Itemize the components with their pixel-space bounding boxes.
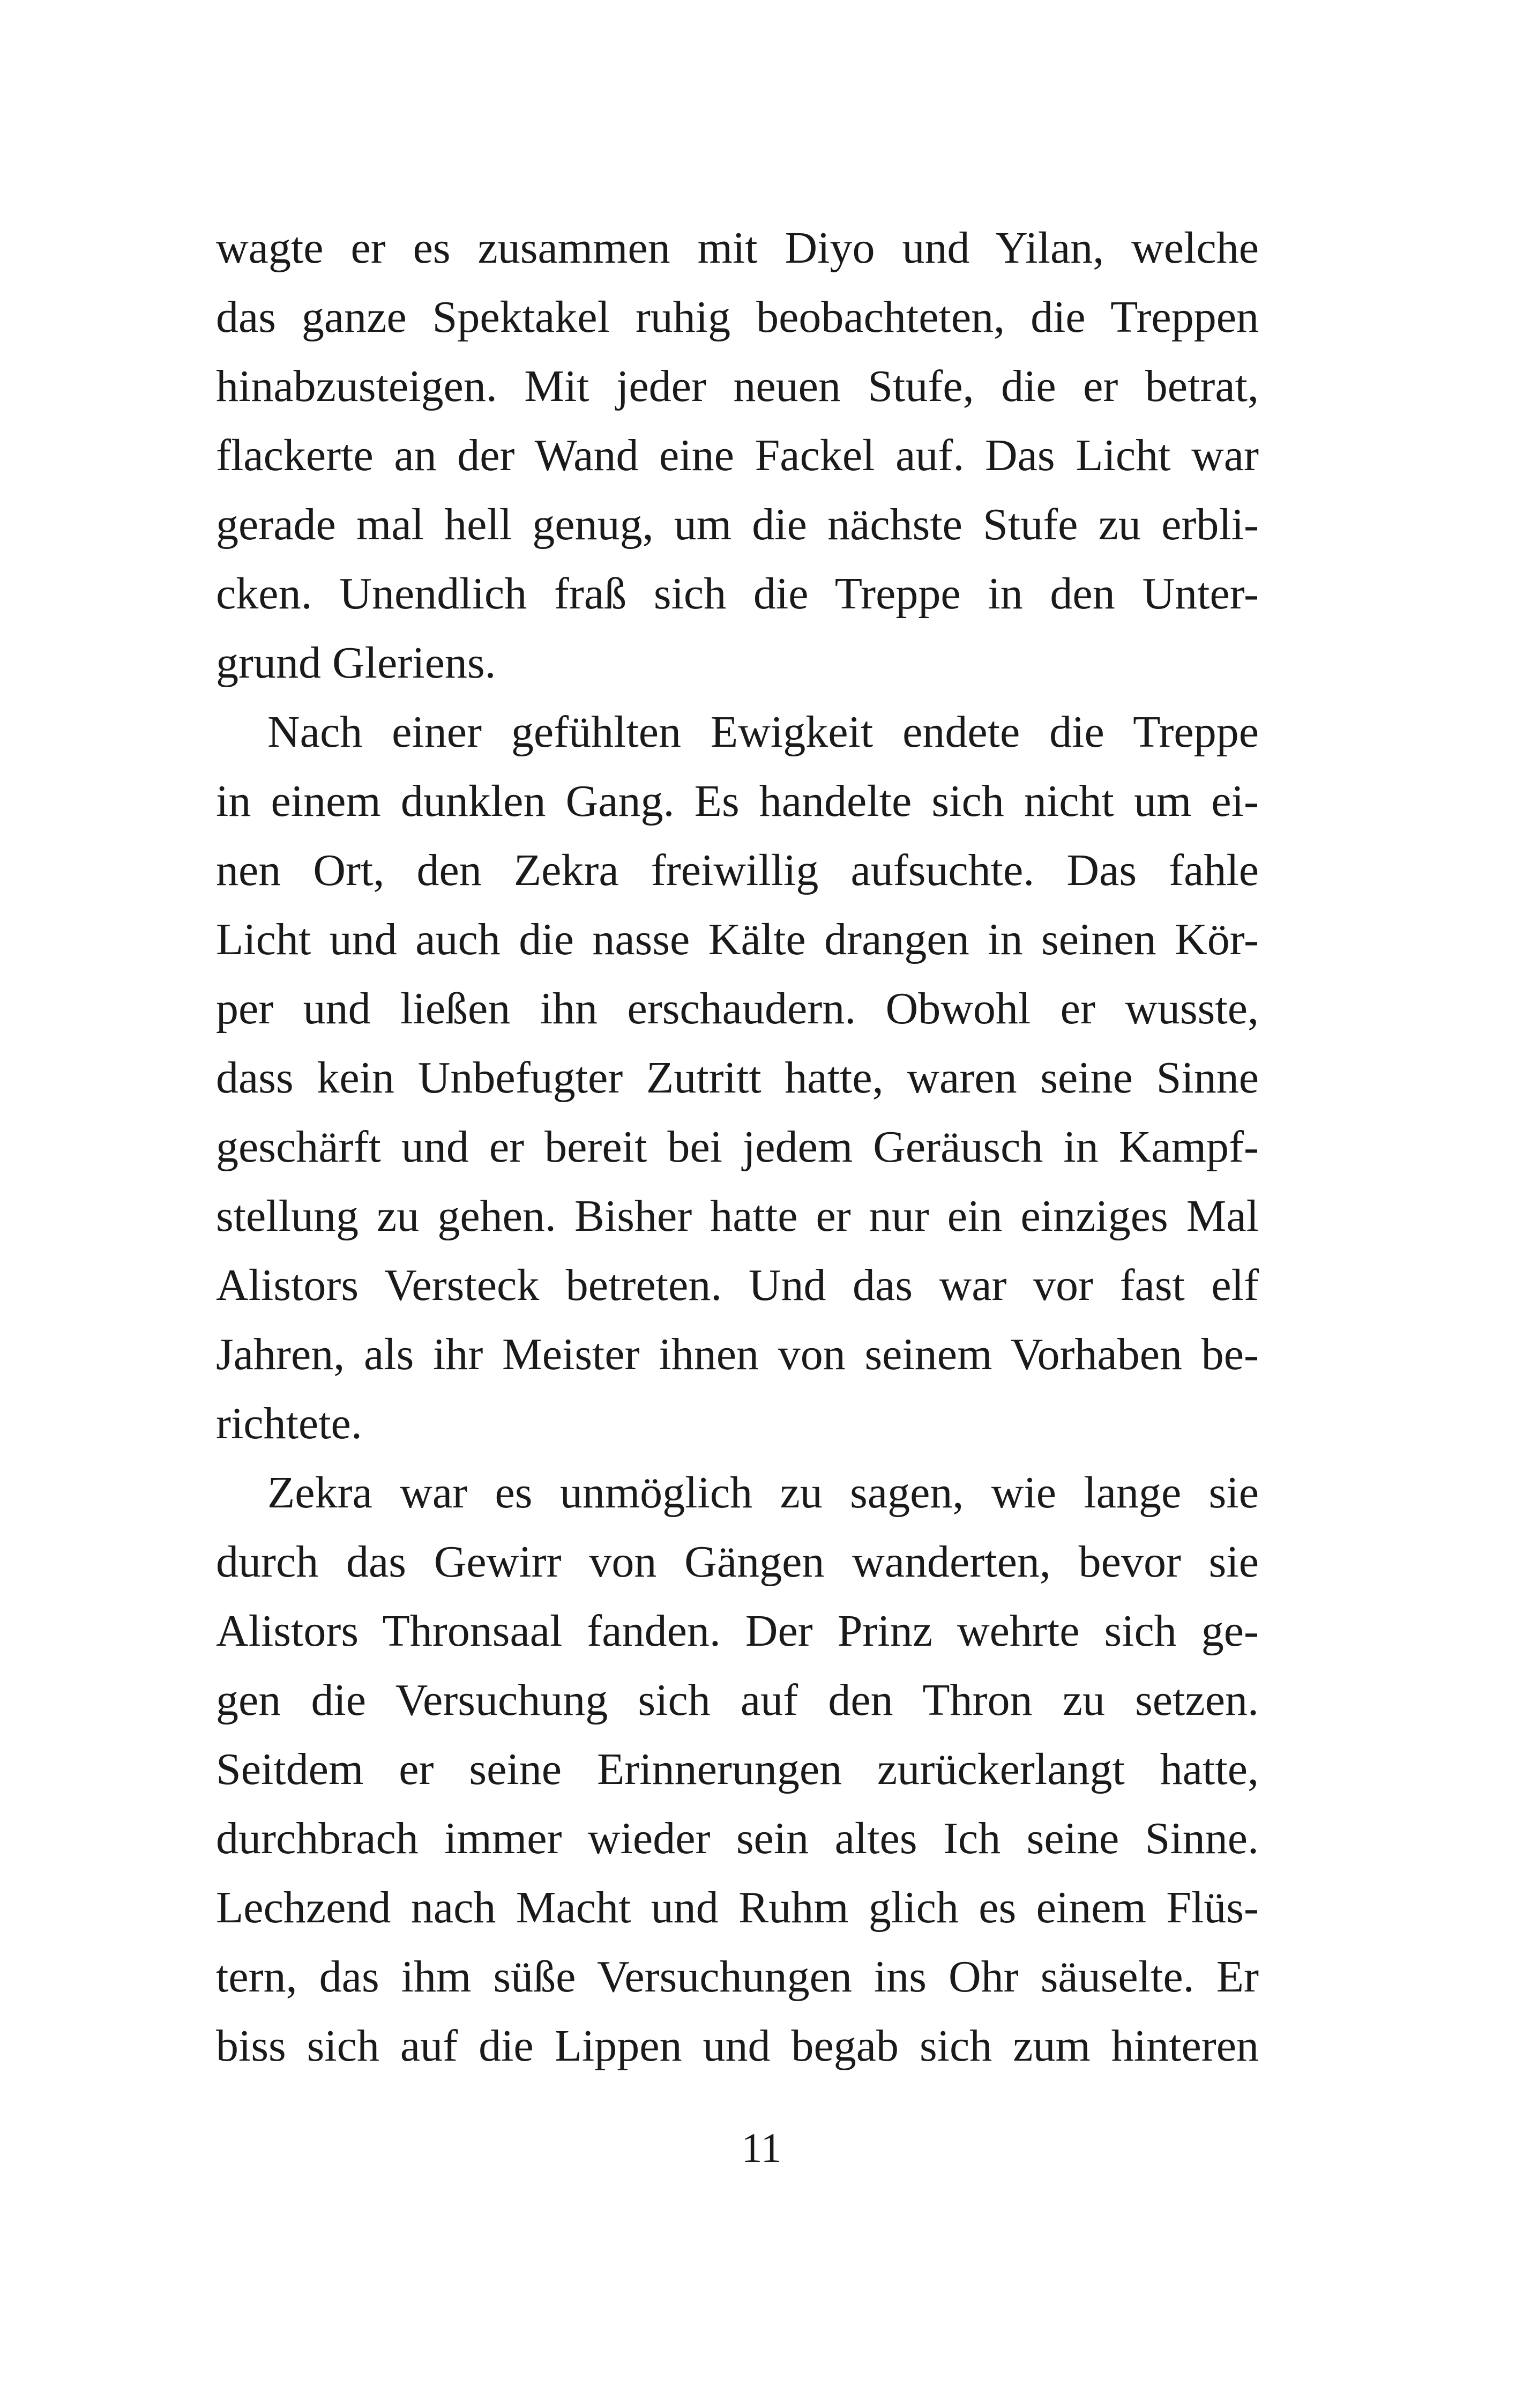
- paragraph-first-line: Zekra war es unmöglich zu sagen, wie lange sie: [267, 1468, 1259, 1518]
- text-line: Seitdem er seine Erinnerungen zurückerlangt hatte,: [216, 1744, 1259, 1794]
- text-line: richtete.: [216, 1399, 362, 1448]
- text-line: cken. Unendlich fraß sich die Treppe in den Unter-: [216, 569, 1259, 619]
- text-line: Alistors Thronsaal fanden. Der Prinz wehrte sich ge-: [216, 1606, 1259, 1656]
- text-line: wagte er es zusammen mit Diyo und Yilan, welche: [216, 223, 1259, 273]
- text-line: Jahren, als ihr Meister ihnen von seinem Vorhaben be-: [216, 1329, 1259, 1379]
- text-line: Licht und auch die nasse Kälte drangen in seinen Kör-: [216, 915, 1259, 964]
- body-text: [216, 213, 1259, 2080]
- text-line: tern, das ihm süße Versuchungen ins Ohr säuselte. Er: [216, 1952, 1259, 2002]
- text-line: nen Ort, den Zekra freiwillig aufsuchte. Das fahle: [216, 845, 1259, 895]
- text-line: in einem dunklen Gang. Es handelte sich nicht um ei-: [216, 776, 1259, 826]
- text-line: das ganze Spektakel ruhig beobachteten, die Treppen: [216, 292, 1259, 342]
- text-line: grund Gleriens.: [216, 638, 496, 688]
- text-line: flackerte an der Wand eine Fackel auf. Das Licht war: [216, 430, 1259, 480]
- paragraph-first-line: Nach einer gefühlten Ewigkeit endete die Treppe: [267, 707, 1259, 757]
- text-line: per und ließen ihn erschaudern. Obwohl er wusste,: [216, 984, 1259, 1034]
- text-line: hinabzusteigen. Mit jeder neuen Stufe, die er betrat,: [216, 361, 1259, 411]
- page-number: 11: [741, 2124, 782, 2171]
- text-line: durchbrach immer wieder sein altes Ich seine Sinne.: [216, 1814, 1259, 1863]
- text-line: stellung zu gehen. Bisher hatte er nur ein einziges Mal: [216, 1191, 1259, 1241]
- text-line: durch das Gewirr von Gängen wanderten, bevor sie: [216, 1537, 1259, 1587]
- text-line: Alistors Versteck betreten. Und das war vor fast elf: [216, 1260, 1259, 1310]
- text-line: geschärft und er bereit bei jedem Geräusch in Kampf-: [216, 1122, 1259, 1172]
- text-line: gerade mal hell genug, um die nächste Stufe zu erbli-: [216, 500, 1259, 549]
- text-line: gen die Versuchung sich auf den Thron zu setzen.: [216, 1675, 1259, 1725]
- text-line: biss sich auf die Lippen und begab sich zum hinteren: [216, 2021, 1259, 2071]
- text-line: Lechzend nach Macht und Ruhm glich es einem Flüs-: [216, 1883, 1259, 1933]
- text-line: dass kein Unbefugter Zutritt hatte, waren seine Sinne: [216, 1053, 1259, 1103]
